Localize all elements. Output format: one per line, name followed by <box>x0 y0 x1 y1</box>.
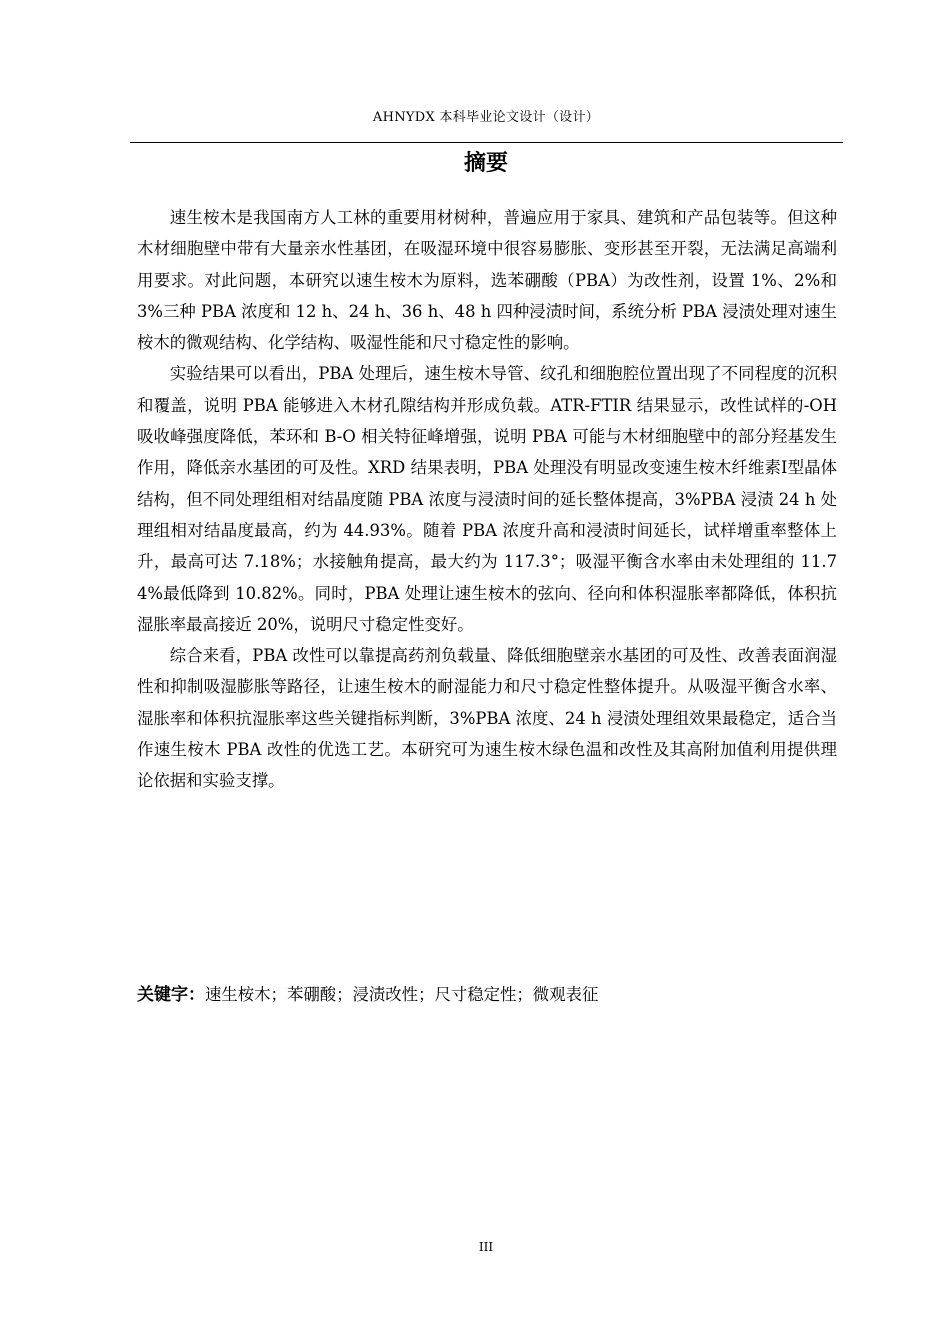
keywords-label: 关键字： <box>137 985 205 1005</box>
keywords-line <box>137 979 837 1011</box>
header-divider <box>130 142 843 143</box>
abstract-body <box>137 202 837 797</box>
abstract-paragraph-2: 实验结果可以看出，PBA 处理后，速生桉木导管、纹孔和细胞腔位置出现了不同程度的沉积和覆盖，说明 PBA 能够进入木材孔隙结构并形成负载。ATR-FTIR 结果显示，改性试样的-OH 吸收峰强度降低，苯环和 B-O 相关特征峰增强，说明 PBA 可能与木材细胞壁中的部分羟基发生作用，降低亲水基团的可及性。XRD 结果表明，PBA 处理没有明显改变速生桉木纤维素Ⅰ型晶体结构，但不同处理组相对结晶度随 PBA 浓度与浸渍时间的延长整体提高，3%PBA 浸渍 24 h 处理组相对结晶度最高，约为 44.93%。随着 PBA 浓度升高和浸渍时间延长，试样增重率整体上升，最高可达 7.18%；水接触角提高，最大约为 117.3°；吸湿平衡含水率由未处理组的 11.74%最低降到 10.82%。同时，PBA 处理让速生桉木的弦向、径向和体积湿胀率都降低，体积抗湿胀率最高接近 20%，说明尺寸稳定性变好。 <box>137 364 837 634</box>
abstract-paragraph-3: 综合来看，PBA 改性可以靠提高药剂负载量、降低细胞壁亲水基团的可及性、改善表面润湿性和抑制吸湿膨胀等路径，让速生桉木的耐湿能力和尺寸稳定性整体提升。从吸湿平衡含水率、湿胀率和体积抗湿胀率这些关键指标判断，3%PBA 浓度、24 h 浸渍处理组效果最稳定，适合当作速生桉木 PBA 改性的优选工艺。本研究可为速生桉木绿色温和改性及其高附加值利用提供理论依据和实验支撑。 <box>137 646 837 791</box>
running-header: AHNYDX 本科毕业论文设计（设计） <box>372 110 600 125</box>
page-number: III <box>478 1240 494 1254</box>
abstract-title: 摘要 <box>463 151 508 176</box>
abstract-paragraph-1: 速生桉木是我国南方人工林的重要用材树种，普遍应用于家具、建筑和产品包装等。但这种木材细胞壁中带有大量亲水性基团，在吸湿环境中很容易膨胀、变形甚至开裂，无法满足高端利用要求。对此问题，本研究以速生桉木为原料，选苯硼酸（PBA）为改性剂，设置 1%、2%和 3%三种 PBA 浓度和 12 h、24 h、36 h、48 h 四种浸渍时间，系统分析 PBA 浸渍处理对速生桉木的微观结构、化学结构、吸湿性能和尺寸稳定性的影响。 <box>137 208 837 353</box>
keywords-text: 速生桉木；苯硼酸；浸渍改性；尺寸稳定性；微观表征 <box>205 985 599 1004</box>
